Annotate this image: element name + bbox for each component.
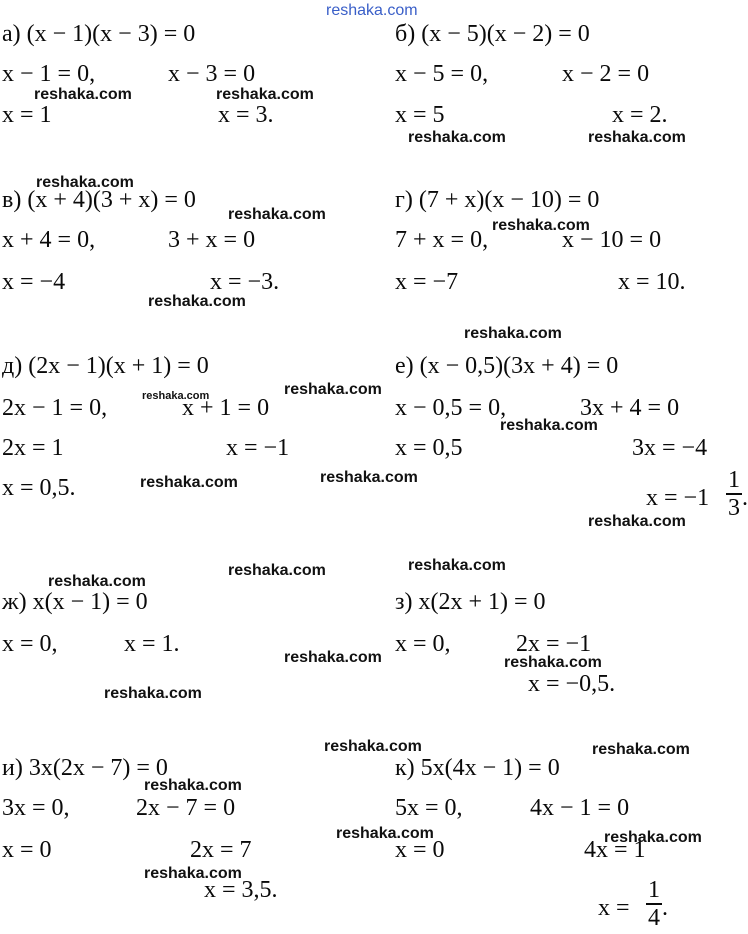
problem-a-step1-left: x − 1 = 0, — [2, 61, 96, 87]
problem-e-root-right-suffix: . — [742, 485, 748, 511]
problem-d-step1-right: x + 1 = 0 — [182, 395, 270, 421]
problem-g-step1-right: x − 10 = 0 — [562, 227, 662, 253]
problem-b-step1-left: x − 5 = 0, — [395, 61, 489, 87]
watermark: reshaka.com — [320, 469, 418, 486]
problem-d-step1-left: 2x − 1 = 0, — [2, 395, 108, 421]
problem-v-root-left: x = −4 — [2, 269, 66, 295]
problem-k-step1-right: 4x − 1 = 0 — [530, 795, 630, 821]
problem-z-root-left: x = 0, — [395, 631, 451, 657]
problem-e-equation: (x − 0,5)(3x + 4) = 0 — [419, 353, 619, 379]
watermark: reshaka.com — [140, 474, 238, 491]
problem-z-root-right: x = −0,5. — [528, 671, 616, 697]
problem-zh-root-left: x = 0, — [2, 631, 58, 657]
problem-k-label: к) — [395, 755, 415, 781]
problem-e-step1-right: 3x + 4 = 0 — [580, 395, 680, 421]
watermark: reshaka.com — [408, 557, 506, 574]
watermark: reshaka.com — [284, 649, 382, 666]
problem-zh-label: ж) — [2, 589, 27, 615]
problem-e-root-left: x = 0,5 — [395, 435, 463, 461]
problem-a-label: а) — [2, 21, 21, 47]
watermark: reshaka.com — [228, 206, 326, 223]
problem-d-step2-left: 2x = 1 — [2, 435, 64, 461]
problem-d-root-left: x = 0,5. — [2, 475, 76, 501]
problem-k-root-right-prefix: x = — [598, 895, 630, 921]
watermark: reshaka.com — [216, 86, 314, 103]
problem-e-step2-right: 3x = −4 — [632, 435, 708, 461]
watermark: reshaka.com — [144, 777, 242, 794]
problem-b-equation: (x − 5)(x − 2) = 0 — [421, 21, 590, 47]
problem-e-heading — [395, 352, 618, 380]
problem-i-step1-right: 2x − 7 = 0 — [136, 795, 236, 821]
problem-i-label: и) — [2, 755, 23, 781]
watermark: reshaka.com — [324, 738, 422, 755]
problem-v-label: в) — [2, 187, 22, 213]
watermark: reshaka.com — [142, 390, 210, 402]
problem-a-equation: (x − 1)(x − 3) = 0 — [26, 21, 196, 47]
problem-d-root-right: x = −1 — [226, 435, 290, 461]
problem-v-step1-right: 3 + x = 0 — [168, 227, 256, 253]
watermark: reshaka.com — [500, 417, 598, 434]
problem-a-heading — [2, 20, 195, 48]
problem-i-step1-left: 3x = 0, — [2, 795, 70, 821]
watermark: reshaka.com — [104, 685, 202, 702]
watermark: reshaka.com — [408, 129, 506, 146]
problem-zh-heading — [2, 588, 148, 616]
problem-e-fraction-numerator: 1 — [728, 467, 740, 493]
watermark: reshaka.com — [148, 293, 246, 310]
problem-e-root-right-fraction — [726, 468, 742, 520]
watermark: reshaka.com — [588, 513, 686, 530]
problem-g-root-right: x = 10. — [618, 269, 686, 295]
problem-k-fraction-numerator: 1 — [648, 877, 660, 903]
problem-a-root-left: x = 1 — [2, 102, 52, 128]
watermark: reshaka.com — [336, 825, 434, 842]
problem-k-root-right-suffix: . — [662, 895, 668, 921]
problem-v-root-right: x = −3. — [210, 269, 280, 295]
problem-k-equation: 5x(4x − 1) = 0 — [420, 755, 560, 781]
watermark: reshaka.com — [144, 865, 242, 882]
problem-i-equation: 3x(2x − 7) = 0 — [28, 755, 168, 781]
problem-z-equation: x(2x + 1) = 0 — [418, 589, 546, 615]
problem-a-root-right: x = 3. — [218, 102, 274, 128]
problem-k-root-left: x = 0 — [395, 837, 445, 863]
problem-e-fraction-denominator: 3 — [728, 495, 740, 521]
problem-b-root-right: x = 2. — [612, 102, 668, 128]
problem-g-heading — [395, 186, 599, 214]
watermark: reshaka.com — [36, 174, 134, 191]
problem-z-label: з) — [395, 589, 413, 615]
problem-e-step1-left: x − 0,5 = 0, — [395, 395, 507, 421]
problem-i-root-left: x = 0 — [2, 837, 52, 863]
problem-d-label: д) — [2, 353, 23, 379]
problem-d-heading — [2, 352, 209, 380]
problem-d-equation: (2x − 1)(x + 1) = 0 — [28, 353, 209, 379]
watermark: reshaka.com — [228, 562, 326, 579]
problem-b-root-left: x = 5 — [395, 102, 445, 128]
watermark: reshaka.com — [604, 829, 702, 846]
watermark: reshaka.com — [588, 129, 686, 146]
problem-zh-equation: x(x − 1) = 0 — [32, 589, 148, 615]
problem-b-step1-right: x − 2 = 0 — [562, 61, 650, 87]
problem-g-label: г) — [395, 187, 413, 213]
problem-k-heading — [395, 754, 560, 782]
watermark-top: reshaka.com — [326, 2, 418, 19]
problem-a-step1-right: x − 3 = 0 — [168, 61, 256, 87]
watermark: reshaka.com — [48, 573, 146, 590]
watermark: reshaka.com — [492, 217, 590, 234]
problem-zh-root-right: x = 1. — [124, 631, 180, 657]
problem-i-root-right: x = 3,5. — [204, 877, 278, 903]
problem-z-step1-right: 2x = −1 — [516, 631, 592, 657]
problem-k-step1-left: 5x = 0, — [395, 795, 463, 821]
problem-g-root-left: x = −7 — [395, 269, 459, 295]
watermark: reshaka.com — [504, 654, 602, 671]
problem-b-heading — [395, 20, 590, 48]
problem-k-fraction-denominator: 4 — [648, 905, 660, 931]
problem-g-step1-left: 7 + x = 0, — [395, 227, 489, 253]
problem-z-heading — [395, 588, 546, 616]
problem-k-root-right-fraction — [646, 878, 662, 930]
problem-k-step2-right: 4x = 1 — [584, 837, 646, 863]
watermark: reshaka.com — [34, 86, 132, 103]
watermark: reshaka.com — [464, 325, 562, 342]
watermark: reshaka.com — [592, 741, 690, 758]
watermark: reshaka.com — [284, 381, 382, 398]
problem-g-equation: (7 + x)(x − 10) = 0 — [418, 187, 600, 213]
problem-e-root-right-prefix: x = −1 — [646, 485, 710, 511]
problem-e-label: е) — [395, 353, 414, 379]
problem-b-label: б) — [395, 21, 416, 47]
problem-v-step1-left: x + 4 = 0, — [2, 227, 96, 253]
problem-i-step2-right: 2x = 7 — [190, 837, 252, 863]
problem-v-equation: (x + 4)(3 + x) = 0 — [27, 187, 196, 213]
